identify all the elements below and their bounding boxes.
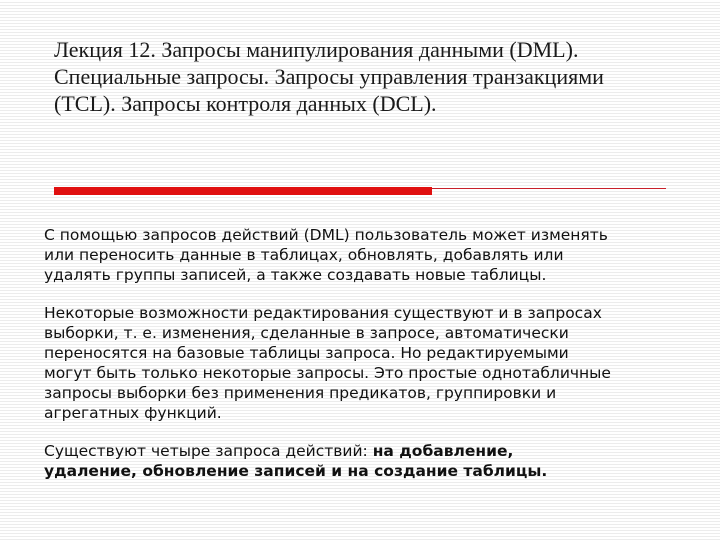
- slide-body: [44, 225, 694, 499]
- text-line: агрегатных функций.: [44, 404, 222, 422]
- text-line: могут быть только некоторые запросы. Это простые однотабличные: [44, 364, 611, 382]
- text-line: запросы выборки без применения предикатов, группировки и: [44, 384, 557, 402]
- title-divider-thin: [432, 188, 666, 189]
- paragraph-dml-intro: [44, 225, 694, 285]
- paragraph-editing: [44, 303, 694, 423]
- title-line: Специальные запросы. Запросы управления транзакциями: [54, 64, 604, 89]
- text-line: [44, 441, 694, 461]
- text-line: переносятся на базовые таблицы запроса. Но редактируемыми: [44, 344, 569, 362]
- action-queries-lead: Существуют четыре запроса действий:: [44, 442, 373, 460]
- text-line: удалять группы записей, а также создавать новые таблицы.: [44, 266, 547, 284]
- paragraph-action-queries: [44, 441, 694, 481]
- slide-title: [54, 36, 684, 117]
- text-line: С помощью запросов действий (DML) пользователь может изменять: [44, 226, 608, 244]
- text-line: или переносить данные в таблицах, обновлять, добавлять или: [44, 246, 564, 264]
- title-line: Лекция 12. Запросы манипулирования данными (DML).: [54, 37, 579, 62]
- action-queries-bold: на добавление,: [372, 442, 514, 460]
- title-line: (TCL). Запросы контроля данных (DCL).: [54, 91, 437, 116]
- text-line: выборки, т. е. изменения, сделанные в запросе, автоматически: [44, 324, 569, 342]
- action-queries-bold: удаление, обновление записей и на создание таблицы.: [44, 462, 548, 480]
- text-line: Некоторые возможности редактирования существуют и в запросах: [44, 304, 602, 322]
- title-divider-thick: [54, 187, 432, 195]
